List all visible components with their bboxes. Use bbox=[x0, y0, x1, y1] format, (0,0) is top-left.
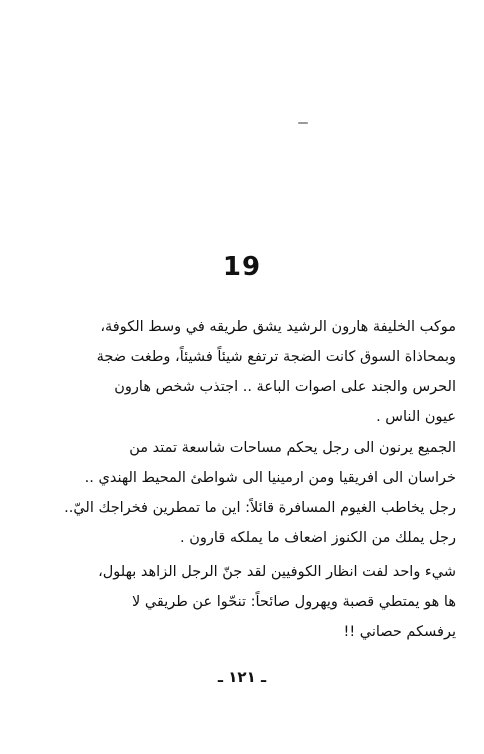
paragraph-line: خراسان الى افريقيا ومن ارمينيا الى شواطئ المحيط الهندي .. bbox=[84, 470, 456, 486]
paragraph-line: موكب الخليفة هارون الرشيد يشق طريقه في وسط الكوفة، bbox=[100, 319, 456, 335]
scan-speck bbox=[298, 122, 308, 124]
paragraph-2 bbox=[30, 433, 456, 553]
paragraph-line: الجميع يرنون الى رجل يحكم مساحات شاسعة تمتد من bbox=[129, 440, 456, 456]
paragraph-1 bbox=[30, 312, 456, 432]
paragraph-line: رجل يملك من الكنوز اضعاف ما يملكه قارون . bbox=[180, 530, 456, 546]
chapter-number: 19 bbox=[222, 252, 262, 282]
paragraph-line: وبمحاذاة السوق كانت الضجة ترتفع شيئاً فشيئاً، وطغت ضجة bbox=[96, 349, 456, 365]
paragraph-line: عيون الناس . bbox=[376, 409, 456, 425]
paragraph-line: ها هو يمتطي قصبة ويهرول صائحاً: تنحّوا عن طريقي لا bbox=[131, 594, 456, 610]
page-number: ـ ١٢١ ـ bbox=[217, 668, 267, 686]
paragraph-3 bbox=[30, 557, 456, 647]
paragraph-line: شيء واحد لفت انظار الكوفيين لقد جنّ الرجل الزاهد بهلول، bbox=[98, 564, 456, 580]
paragraph-line: الحرس والجند على اصوات الباعة .. اجتذب شخص هارون bbox=[114, 379, 456, 395]
paragraph-line: رجل يخاطب الغيوم المسافرة قائلاً: اين ما تمطرين فخراجك اليّ.. bbox=[64, 500, 456, 516]
paragraph-line: يرفسكم حصاني !! bbox=[343, 624, 456, 640]
